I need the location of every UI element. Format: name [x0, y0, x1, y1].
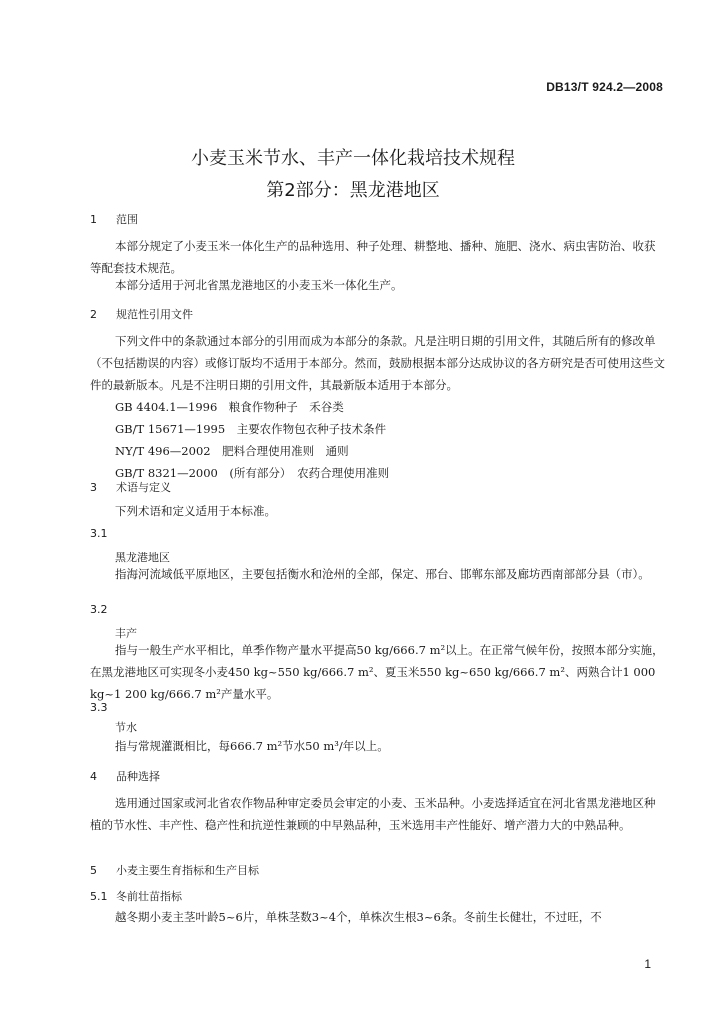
section-4-paragraph-1: 选用通过国家或河北省农作物品种审定委员会审定的小麦、玉米品种。小麦选择适宜在河北省黑龙港地区种植的节水性、丰产性、稳产性和抗逆性兼顾的中早熟品种，玉米选用丰产性能好、增产潜力大的中熟品种。 [90, 796, 656, 832]
section-4-heading: 4 品种选择 [90, 770, 160, 783]
term-3-3-definition: 指与常规灌溉相比，每666.7 m²节水50 m³/年以上。 [115, 739, 389, 753]
term-3-1-definition: 指海河流域低平原地区，主要包括衡水和沧州的全部，保定、邢台、邯郸东部及廊坊西南部部分县（市）。 [115, 567, 650, 581]
term-3-2-definition: 指与一般生产水平相比，单季作物产量水平提高50 kg/666.7 m²以上。在正常气候年份，按照本部分实施，在黑龙港地区可实现冬小麦450 kg~550 kg/666.7 m²、夏玉米550 kg~650 kg/666.7 m²、两熟合计1 000 kg~1 200 kg/666.7 m²产量水平。 [90, 643, 664, 701]
section-3-heading: 3 术语与定义 [90, 481, 171, 494]
reference-item: GB/T 15671—1995 主要农作物包衣种子技术条件 [115, 422, 387, 436]
section-1-paragraph-1: 本部分规定了小麦玉米一体化生产的品种选用、种子处理、耕整地、播种、施肥、浇水、病虫害防治、收获等配套技术规范。 [90, 239, 656, 275]
section-2-heading: 2 规范性引用文件 [90, 308, 193, 321]
term-3-3-number: 3.3 [90, 701, 108, 714]
section-5-1-heading: 5.1 冬前壮苗指标 [90, 890, 182, 903]
reference-item: GB/T 8321—2000 (所有部分） 农药合理使用准则 [115, 466, 390, 480]
term-3-3-name: 节水 [115, 721, 137, 734]
section-1-paragraph-2: 本部分适用于河北省黑龙港地区的小麦玉米一体化生产。 [115, 278, 403, 292]
section-3-paragraph-1: 下列术语和定义适用于本标准。 [115, 504, 276, 518]
term-3-2-name: 丰产 [115, 627, 137, 640]
term-3-1-number: 3.1 [90, 527, 108, 540]
term-3-2-number: 3.2 [90, 603, 108, 616]
section-2-paragraph-1: 下列文件中的条款通过本部分的引用而成为本部分的条款。凡是注明日期的引用文件，其随后所有的修改单（不包括勘误的内容）或修订版均不适用于本部分。然而，鼓励根据本部分达成协议的各方研究是否可使用这些文件的最新版本。凡是不注明日期的引用文件，其最新版本适用于本部分。 [90, 334, 665, 392]
standard-code: DB13/T 924.2—2008 [546, 80, 663, 94]
term-3-1-name: 黑龙港地区 [115, 551, 170, 564]
section-1-heading: 1 范围 [90, 213, 138, 226]
reference-item: GB 4404.1—1996 粮食作物种子 禾谷类 [115, 400, 344, 414]
page-number: 1 [644, 957, 651, 971]
section-5-heading: 5 小麦主要生育指标和生产目标 [90, 864, 259, 877]
document-subtitle: 第2部分：黑龙港地区 [266, 180, 440, 201]
reference-item: NY/T 496—2002 肥料合理使用准则 通则 [115, 444, 349, 458]
section-5-1-paragraph-1: 越冬期小麦主茎叶龄5~6片，单株茎数3~4个，单株次生根3~6条。冬前生长健壮，不过旺，不 [115, 910, 602, 924]
document-title: 小麦玉米节水、丰产一体化栽培技术规程 [191, 148, 515, 169]
